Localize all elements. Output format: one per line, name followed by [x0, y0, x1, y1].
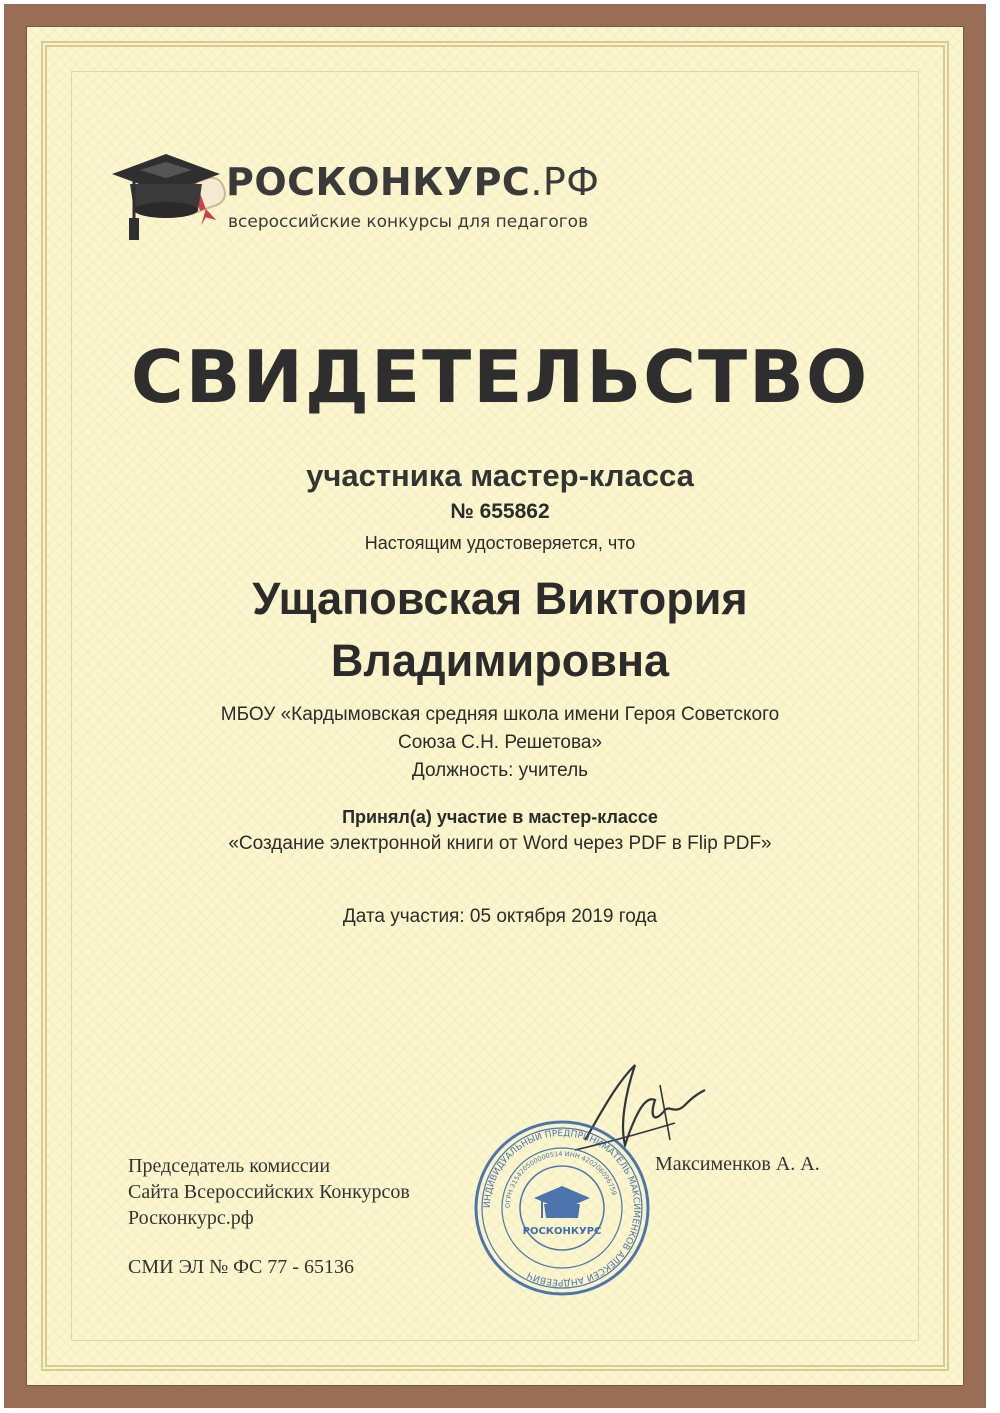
- certificate-number: № 655862: [450, 500, 550, 523]
- graduation-cap-diploma-icon: [104, 140, 234, 250]
- stamp-ids-text: ОГРН 315420500000514 ИНН 420206096759: [503, 1149, 619, 1209]
- masterclass-title: «Создание электронной книги от Word через PDF в Flip PDF»: [228, 833, 772, 854]
- stamp-ring-text: ИНДИВИДУАЛЬНЫЙ ПРЕДПРИНИМАТЕЛЬ МАКСИМЕНКОВ АЛЕКСЕЙ АНДРЕЕВИЧ: [482, 1128, 642, 1288]
- recipient-name-line2: Владимировна: [330, 635, 670, 686]
- participation-date: Дата участия: 05 октября 2019 года: [342, 906, 658, 927]
- stamp-center-text: РОСКОНКУРС: [522, 1226, 602, 1237]
- certifies-text: Настоящим удостоверяется, что: [364, 533, 636, 553]
- organization-line2: Союза С.Н. Решетова»: [397, 732, 603, 753]
- signer-name: Максименков А. А.: [655, 1153, 820, 1175]
- brand-logo: [104, 140, 664, 250]
- brand-name-tld: .РФ: [530, 160, 600, 204]
- chairman-block: [128, 1153, 410, 1231]
- chairman-line2: Сайта Всероссийских Конкурсов: [128, 1181, 410, 1203]
- brand-name: [226, 160, 600, 204]
- official-stamp: [472, 1118, 652, 1298]
- chairman-line3: Росконкурс.рф: [128, 1207, 254, 1229]
- media-registration: СМИ ЭЛ № ФС 77 - 65136: [128, 1256, 354, 1278]
- certificate-subtitle: участника мастер-класса: [306, 458, 694, 493]
- certificate-title: СВИДЕТЕЛЬСТВО: [130, 335, 870, 419]
- graduation-cap-icon: [534, 1186, 590, 1218]
- brand-name-main: РОСКОНКУРС: [226, 160, 531, 204]
- recipient-position: Должность: учитель: [411, 760, 589, 781]
- chairman-line1: Председатель комиссии: [128, 1155, 331, 1177]
- brand-tagline: всероссийские конкурсы для педагогов: [228, 212, 589, 232]
- recipient-name-line1: Ущаповская Виктория: [252, 573, 748, 624]
- took-part-text: Принял(а) участие в мастер-классе: [342, 807, 658, 827]
- organization-line1: МБОУ «Кардымовская средняя школа имени Героя Советского: [220, 704, 780, 725]
